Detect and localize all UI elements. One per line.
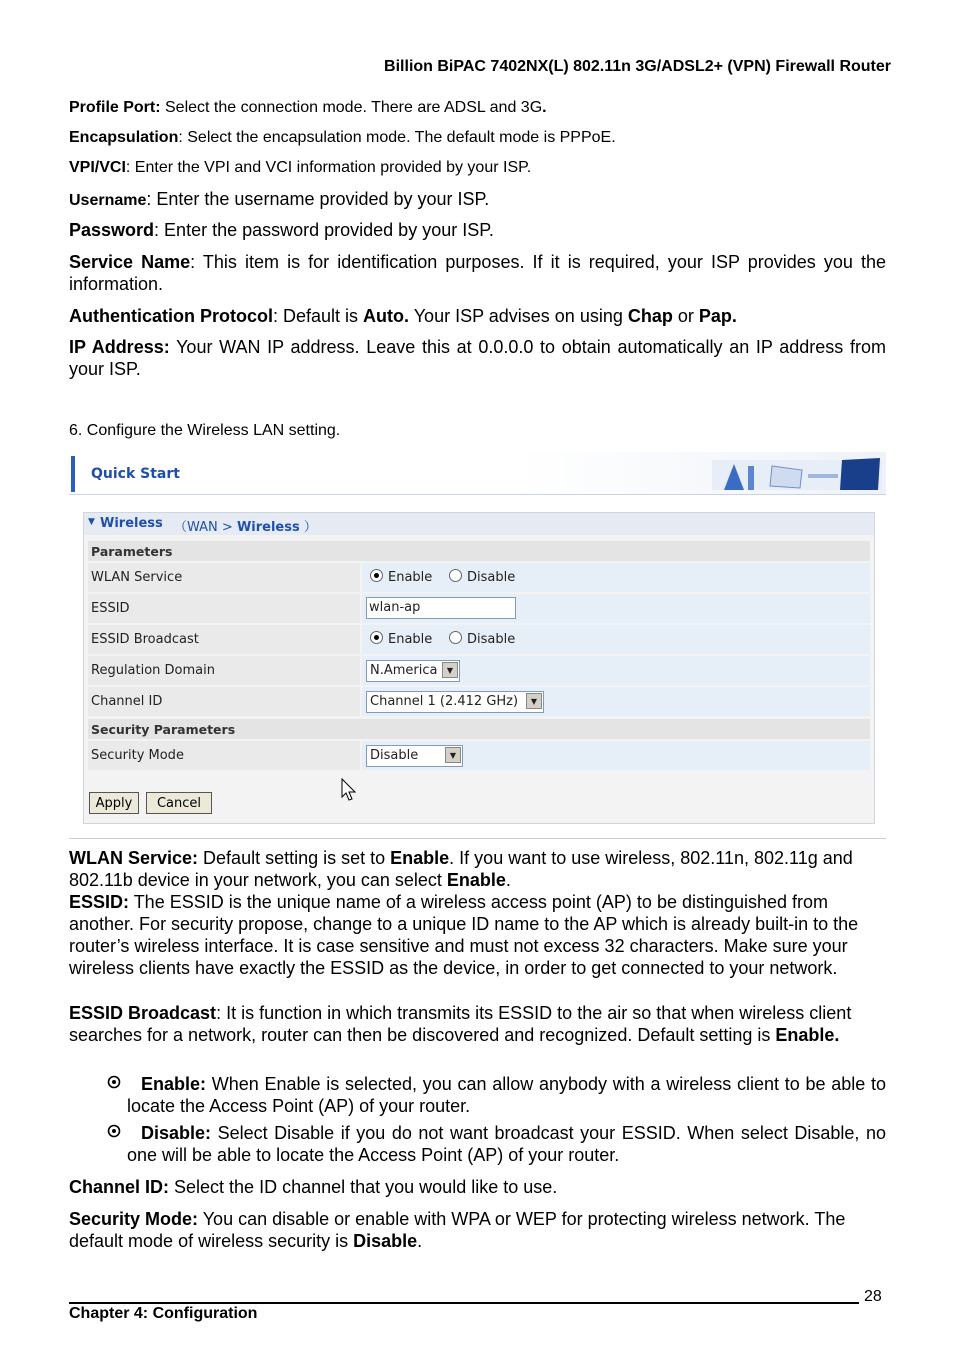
step-heading: 6. Configure the Wireless LAN setting. [69, 422, 341, 439]
wlan-enable-label: Enable [388, 570, 433, 585]
essid-input[interactable]: wlan-ap [366, 597, 516, 619]
security-mode-select[interactable]: Disable ▼ [366, 745, 463, 767]
parameters-section: Parameters [88, 541, 870, 561]
bullet-disable: Disable: Select Disable if you do not want broadcast your ESSID. When select Disable, no one will be able to locate the Access Point (AP) of your router. [107, 1122, 886, 1166]
regulation-domain-label: Regulation Domain [91, 663, 215, 678]
quick-start-title: Quick Start [91, 466, 180, 482]
security-mode-row [88, 741, 870, 770]
essid-label: ESSID [91, 601, 130, 616]
security-mode-description: Security Mode: You can disable or enable with WPA or WEP for protecting wireless network. The default mode of wireless security is Disable. [69, 1209, 846, 1251]
wlan-service-row [88, 563, 870, 592]
broadcast-disable-label: Disable [467, 632, 516, 647]
breadcrumb: （WAN > Wireless ） [174, 520, 317, 535]
panel-title-bar [84, 513, 874, 535]
circled-dot-bullet-icon [107, 1075, 121, 1089]
bullet-enable: Enable: When Enable is selected, you can allow anybody with a wireless client to be able to locate the Access Point (AP) of your router. [107, 1073, 886, 1117]
essid-description: ESSID: The ESSID is the unique name of a wireless access point (AP) to be distinguished from another. For security propose, change to a unique ID name to the AP which is already built-in to the router’s wireless interface. It is case sensitive and must not excess 32 characters. Make sure your wireless clients have exactly the ESSID as the device, in order to get connected to your network. [69, 892, 859, 978]
password-paragraph: Password: Enter the password provided by your ISP. [69, 220, 494, 240]
auth-protocol-paragraph: Authentication Protocol: Default is Auto. Your ISP advises on using Chap or Pap. [69, 306, 737, 326]
wlan-enable-radio[interactable] [370, 569, 383, 582]
banner-graphic-icon [712, 456, 882, 492]
circled-dot-bullet-icon [107, 1124, 121, 1138]
channel-id-description: Channel ID: Select the ID channel that you would like to use. [69, 1177, 558, 1197]
essid-broadcast-description: ESSID Broadcast: It is function in which transmits its ESSID to the air so that when wireless client searches for a network, router can then be discovered and recognized. Default setting is Enable. [69, 1003, 852, 1045]
ip-address-paragraph: IP Address: Your WAN IP address. Leave this at 0.0.0.0 to obtain automatically an IP address from your ISP. [69, 337, 886, 379]
service-name-paragraph: Service Name: This item is for identification purposes. If it is required, your ISP provides you the information. [69, 252, 886, 294]
screenshot-divider [69, 838, 886, 839]
chapter-footer: Chapter 4: Configuration [69, 1305, 258, 1322]
cancel-button[interactable]: Cancel [146, 792, 212, 814]
mouse-pointer-icon [341, 778, 357, 802]
wireless-panel [83, 512, 875, 824]
regulation-domain-row [88, 656, 870, 685]
broadcast-disable-radio[interactable] [449, 631, 462, 644]
username-paragraph: Username: Enter the username provided by your ISP. [69, 189, 490, 209]
channel-id-row [88, 687, 870, 716]
channel-id-select[interactable]: Channel 1 (2.412 GHz) ▼ [366, 691, 544, 713]
regulation-domain-select[interactable]: N.America ▼ [366, 660, 460, 682]
dropdown-arrow-icon[interactable]: ▼ [442, 662, 458, 678]
apply-button[interactable]: Apply [89, 792, 139, 814]
security-mode-label: Security Mode [91, 748, 184, 763]
document-header: Billion BiPAC 7402NX(L) 802.11n 3G/ADSL2+ (VPN) Firewall Router [384, 58, 891, 75]
broadcast-enable-label: Enable [388, 632, 433, 647]
wlan-disable-radio[interactable] [449, 569, 462, 582]
essid-row [88, 594, 870, 623]
essid-broadcast-row [88, 625, 870, 654]
broadcast-enable-radio[interactable] [370, 631, 383, 644]
quick-start-bar [69, 452, 886, 494]
essid-broadcast-label: ESSID Broadcast [91, 632, 199, 647]
dropdown-arrow-icon[interactable]: ▼ [445, 747, 461, 763]
footer-rule [69, 1302, 859, 1304]
security-parameters-section: Security Parameters [88, 719, 870, 739]
panel-title: Wireless [100, 516, 163, 531]
dropdown-arrow-icon[interactable]: ▼ [526, 693, 542, 709]
encapsulation-paragraph: Encapsulation: Select the encapsulation mode. The default mode is PPPoE. [69, 129, 616, 146]
vpi-vci-paragraph: VPI/VCI: Enter the VPI and VCI information provided by your ISP. [69, 159, 532, 176]
wlan-service-description: WLAN Service: Default setting is set to Enable. If you want to use wireless, 802.11n, 802.11g and 802.11b device in your network, you can select Enable. [69, 848, 853, 890]
collapse-triangle-icon[interactable]: ▼ [88, 517, 95, 527]
channel-id-label: Channel ID [91, 694, 163, 709]
profile-port-paragraph: Profile Port: Select the connection mode. There are ADSL and 3G. [69, 99, 547, 116]
wlan-service-label: WLAN Service [91, 570, 183, 585]
page-number: 28 [864, 1288, 882, 1305]
wlan-disable-label: Disable [467, 570, 516, 585]
router-ui-screenshot [69, 452, 886, 838]
